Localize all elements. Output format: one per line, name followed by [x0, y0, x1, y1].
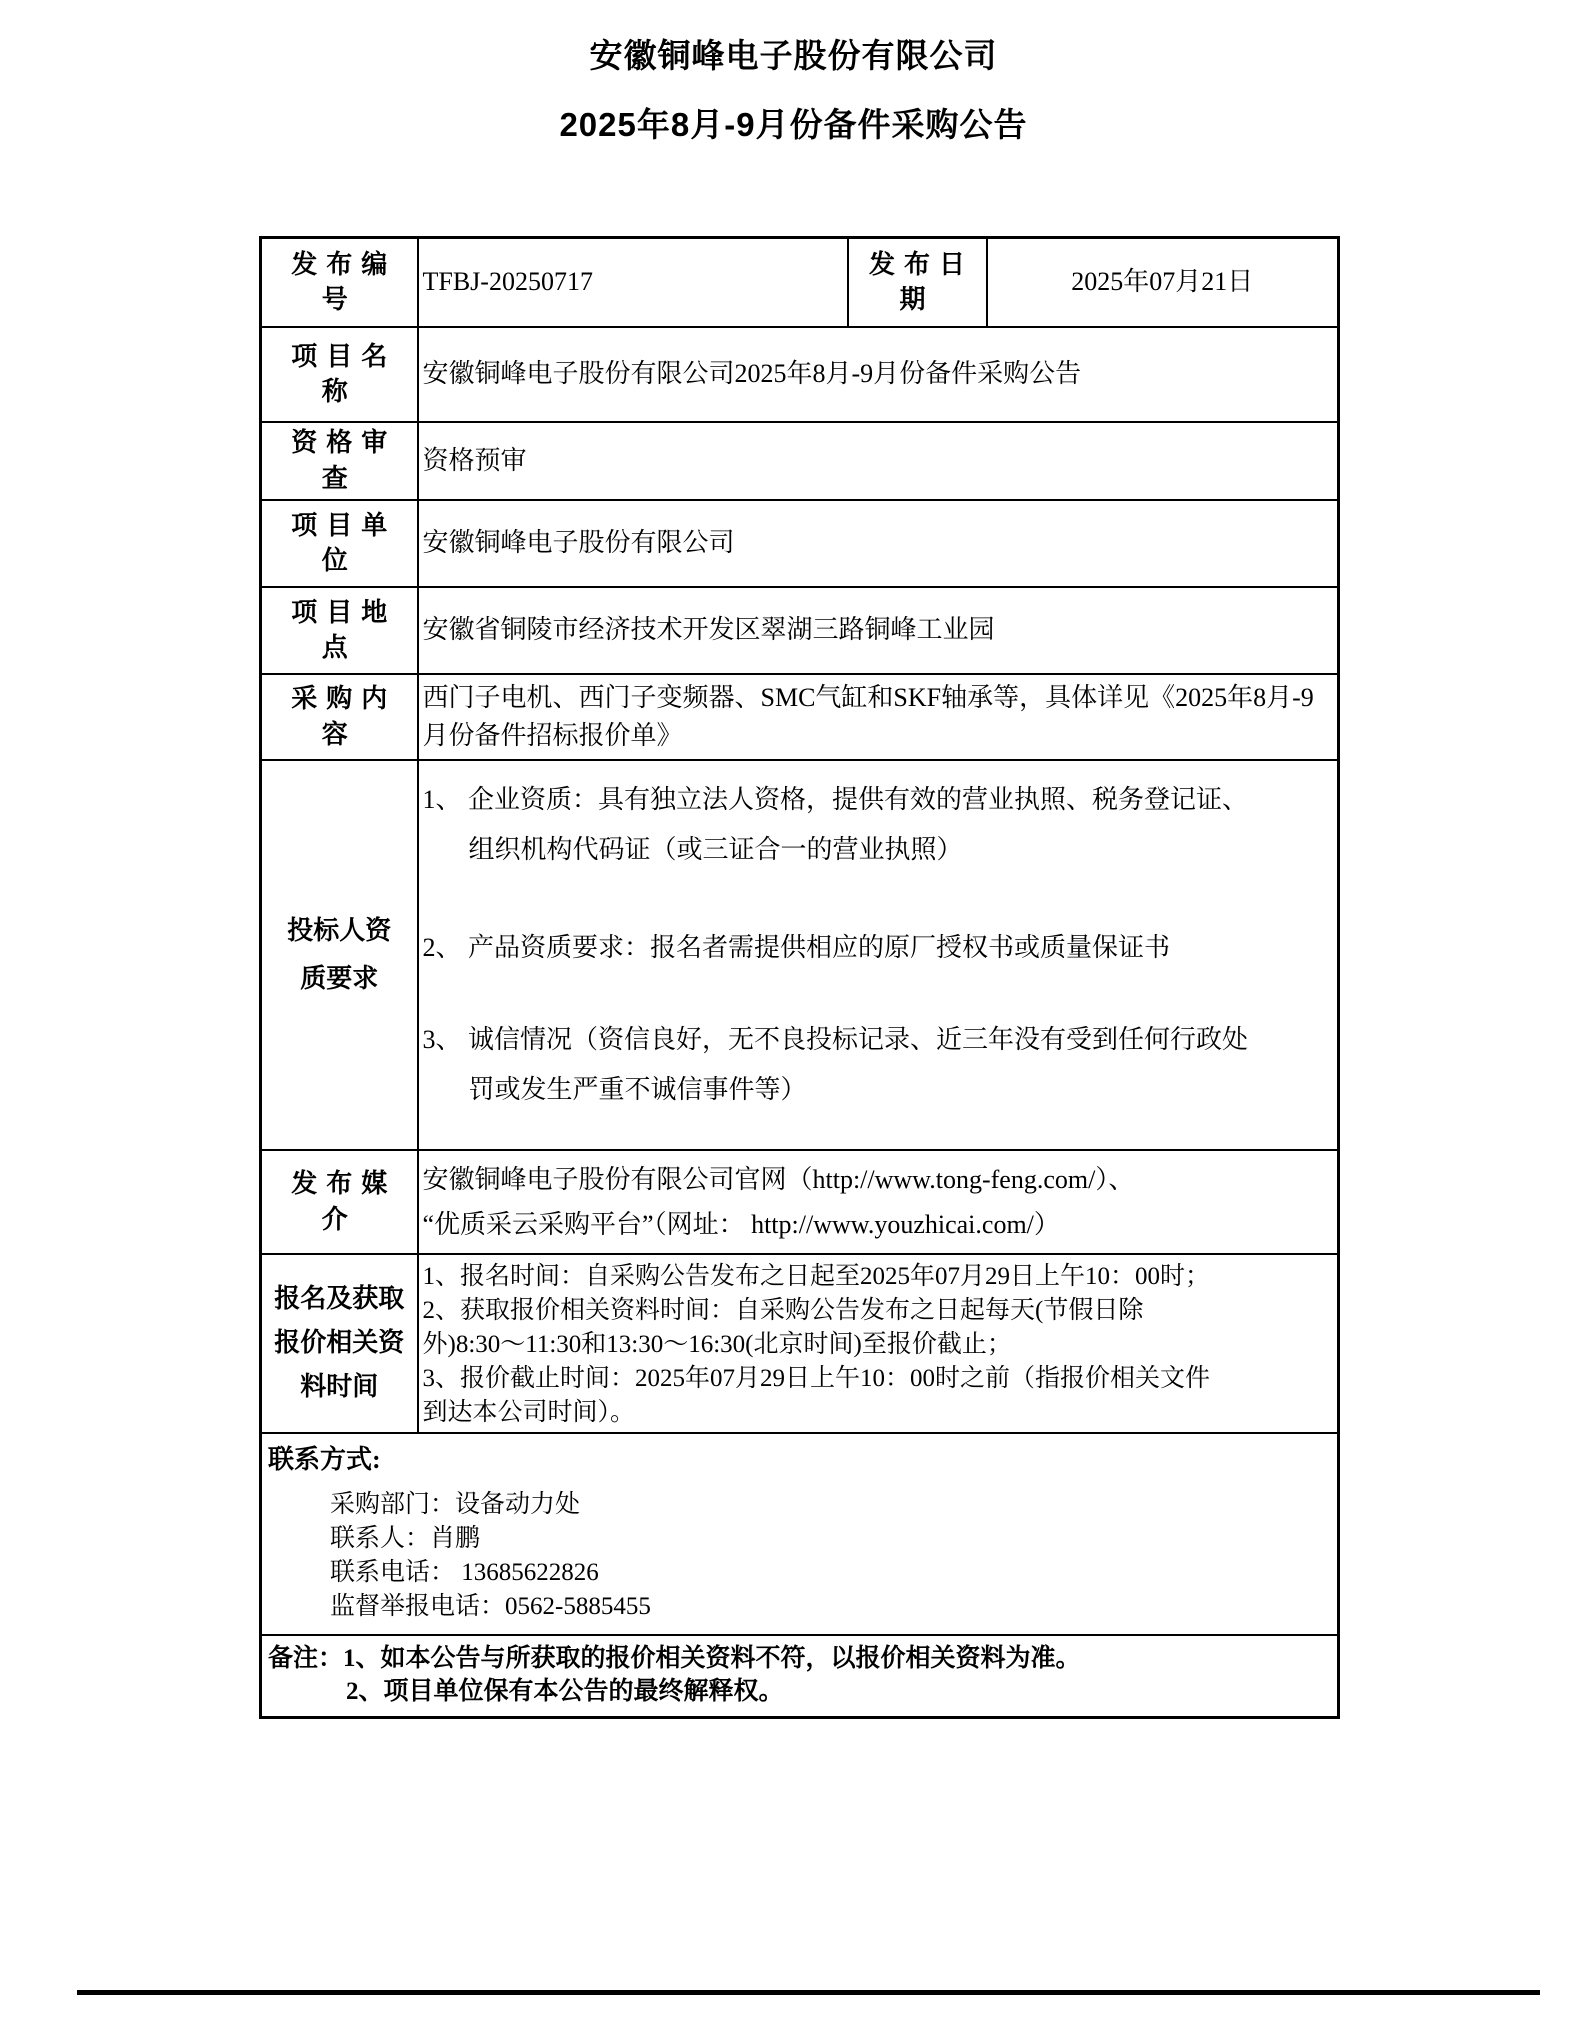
contact-phone: 联系电话： 13685622826	[330, 1558, 599, 1586]
row-remarks	[261, 1635, 1339, 1718]
contact-person: 联系人：肖鹏	[330, 1524, 481, 1552]
registration-time-label-line-3: 料时间	[300, 1372, 379, 1401]
document-subtitle: 2025年8月-9月份备件采购公告	[559, 106, 1028, 143]
publish-media-content	[418, 1150, 1339, 1254]
project-unit-label: 项目单位	[261, 500, 418, 587]
project-location-label: 项目地点	[261, 587, 418, 674]
procurement-content-label: 采购内容	[261, 674, 418, 760]
publish-media-line-1: 安徽铜峰电子股份有限公司官网（http://www.tong-feng.com/）、	[422, 1164, 1135, 1194]
bidder-qualifications-label-line-2: 质要求	[300, 963, 379, 993]
publish-media-line-2: “优质采云采购平台”（网址： http://www.youzhicai.com/）	[422, 1209, 1060, 1239]
document-title: 安徽铜峰电子股份有限公司	[589, 37, 998, 74]
qualification-item-1-line-1: 1、 企业资质：具有独立法人资格，提供有效的营业执照、税务登记证、	[422, 784, 1249, 814]
remark-line-1: 备注：1、如本公告与所获取的报价相关资料不符，以报价相关资料为准。	[268, 1644, 1081, 1672]
bidder-qualifications-content	[418, 760, 1339, 1150]
project-name-value: 安徽铜峰电子股份有限公司2025年8月-9月份备件采购公告	[418, 327, 1339, 422]
publish-date-value: 2025年07月21日	[987, 238, 1339, 327]
contact-supervision-phone: 监督举报电话：0562-5885455	[330, 1592, 651, 1620]
project-unit-value: 安徽铜峰电子股份有限公司	[418, 500, 1339, 587]
qualification-item-2: 2、 产品资质要求：报名者需提供相应的原厂授权书或质量保证书	[422, 932, 1171, 962]
publish-media-label: 发布媒介	[261, 1150, 418, 1254]
publish-date-label: 发布日期	[848, 238, 987, 327]
qualification-item-3-line-2: 罚或发生严重不诚信事件等）	[468, 1074, 807, 1104]
project-name-label: 项目名称	[261, 327, 418, 422]
bidder-qualifications-label	[261, 760, 418, 1150]
contact-department: 采购部门：设备动力处	[330, 1490, 581, 1518]
qualification-item-1-line-2: 组织机构代码证（或三证合一的营业执照）	[468, 834, 963, 864]
row-publish-info	[261, 238, 1339, 327]
row-registration-time	[261, 1254, 1339, 1433]
registration-line-4: 3、报价截止时间：2025年07月29日上午10：00时之前（指报价相关文件	[422, 1364, 1211, 1392]
row-project-unit	[261, 500, 1339, 587]
publish-no-value: TFBJ-20250717	[418, 238, 848, 327]
registration-time-label-line-2: 报价相关资	[274, 1328, 405, 1357]
qualification-review-value: 资格预审	[418, 422, 1339, 500]
row-qualification-review	[261, 422, 1339, 500]
row-contact	[261, 1433, 1339, 1635]
publish-no-label: 发布编号	[261, 238, 418, 327]
row-project-name	[261, 327, 1339, 422]
registration-time-label	[261, 1254, 418, 1433]
row-publish-media	[261, 1150, 1339, 1254]
bidder-qualifications-label-line-1: 投标人资	[287, 915, 392, 945]
registration-line-5: 到达本公司时间）。	[422, 1398, 636, 1426]
registration-line-2: 2、获取报价相关资料时间：自采购公告发布之日起每天(节假日除	[422, 1296, 1144, 1324]
contact-section	[261, 1433, 1339, 1635]
row-project-location	[261, 587, 1339, 674]
registration-time-label-line-1: 报名及获取	[274, 1284, 405, 1313]
project-location-value: 安徽省铜陵市经济技术开发区翠湖三路铜峰工业园	[418, 587, 1339, 674]
remark-line-2: 2、项目单位保有本公告的最终解释权。	[346, 1677, 784, 1705]
row-procurement-content	[261, 674, 1339, 760]
registration-line-3: 外)8:30～11:30和13:30～16:30(北京时间)至报价截止；	[422, 1330, 1012, 1358]
remarks-section	[261, 1635, 1339, 1718]
procurement-notice-table	[259, 236, 1340, 1719]
registration-time-content	[418, 1254, 1339, 1433]
registration-line-1: 1、报名时间：自采购公告发布之日起至2025年07月29日上午10：00时；	[422, 1262, 1211, 1290]
contact-heading: 联系方式:	[268, 1444, 381, 1474]
row-bidder-qualifications	[261, 760, 1339, 1150]
qualification-item-3-line-1: 3、 诚信情况（资信良好，无不良投标记录、近三年没有受到任何行政处	[422, 1024, 1249, 1054]
qualification-review-label: 资格审查	[261, 422, 418, 500]
procurement-content-value: 西门子电机、西门子变频器、SMC气缸和SKF轴承等，具体详见《2025年8月-9月份备件招标报价单》	[418, 674, 1339, 760]
footer-divider-line	[77, 1990, 1540, 1995]
